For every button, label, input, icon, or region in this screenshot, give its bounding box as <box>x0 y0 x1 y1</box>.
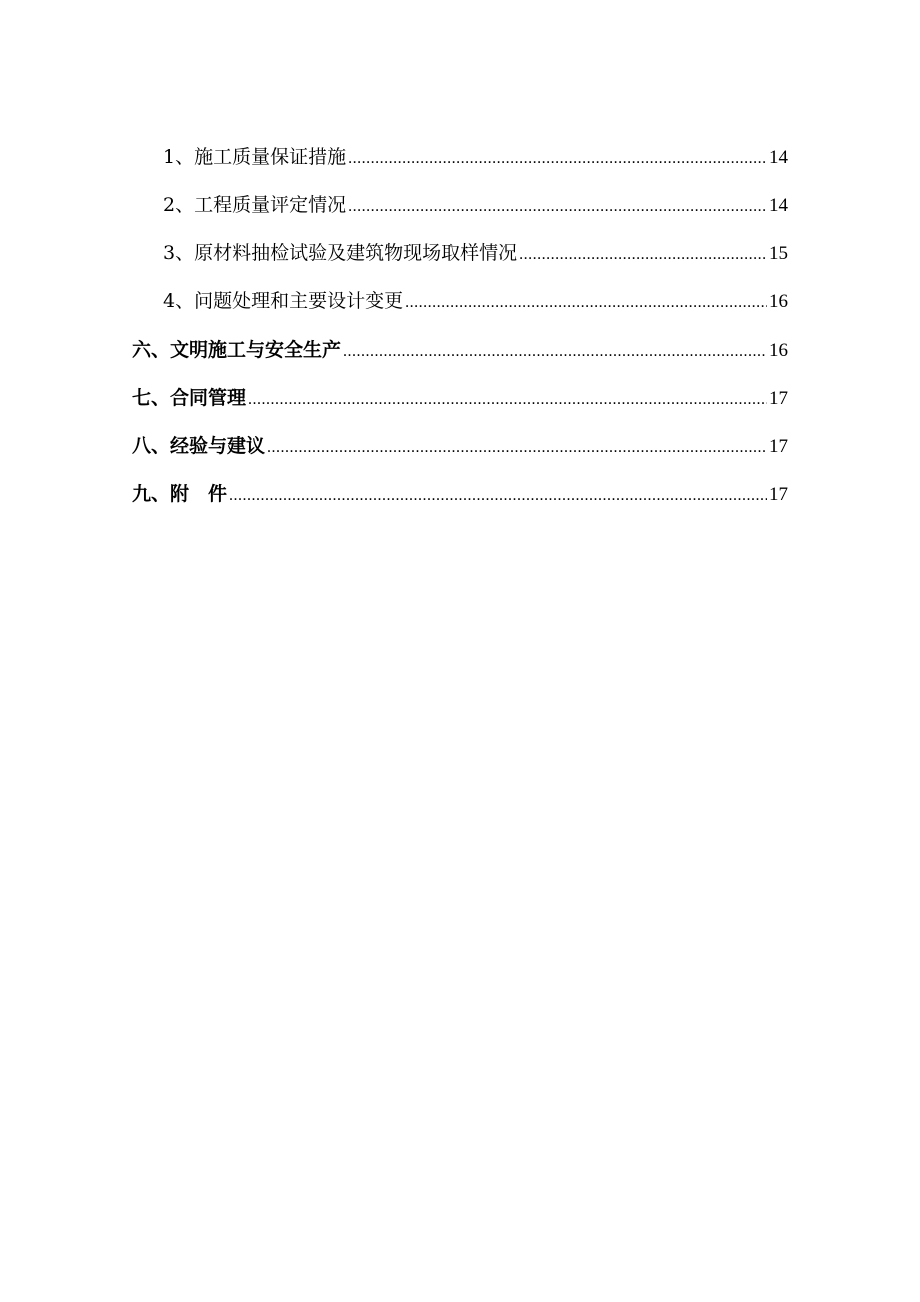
toc-entry-issue-handling-design-changes[interactable] <box>163 286 788 316</box>
dot-leader <box>267 439 767 457</box>
toc-entry-title: 九、附 件 <box>132 483 228 505</box>
toc-entry-page-number: 17 <box>769 484 788 505</box>
toc-entry-page-number: 16 <box>769 340 788 361</box>
toc-entry-title: 3、原材料抽检试验及建筑物现场取样情况 <box>163 242 518 264</box>
toc-entry-quality-assessment[interactable] <box>163 190 788 220</box>
toc-entry-title: 八、经验与建议 <box>132 435 266 457</box>
dot-leader <box>519 246 767 264</box>
toc-entry-title: 六、文明施工与安全生产 <box>132 339 342 361</box>
toc-entry-experience-suggestions[interactable] <box>132 431 788 461</box>
toc-entry-page-number: 14 <box>769 147 788 168</box>
dot-leader <box>343 343 767 361</box>
toc-entry-civilized-construction-safety[interactable] <box>132 335 788 365</box>
toc-entry-page-number: 14 <box>769 195 788 216</box>
toc-entry-material-sampling-tests[interactable] <box>163 238 788 268</box>
toc-entry-page-number: 17 <box>769 436 788 457</box>
dot-leader <box>229 487 767 505</box>
toc-entry-construction-quality-measures[interactable] <box>163 142 788 172</box>
toc-entry-contract-management[interactable] <box>132 383 788 413</box>
dot-leader <box>248 391 767 409</box>
dot-leader <box>405 294 767 312</box>
toc-entry-title: 4、问题处理和主要设计变更 <box>163 290 404 312</box>
toc-entry-title: 1、施工质量保证措施 <box>163 146 347 168</box>
toc-entry-title: 七、合同管理 <box>132 387 247 409</box>
dot-leader <box>348 198 767 216</box>
toc-entry-page-number: 16 <box>769 291 788 312</box>
toc-entry-title: 2、工程质量评定情况 <box>163 194 347 216</box>
toc-entry-attachments[interactable] <box>132 479 788 509</box>
toc-entry-page-number: 15 <box>769 243 788 264</box>
dot-leader <box>348 150 767 168</box>
toc-entry-page-number: 17 <box>769 388 788 409</box>
